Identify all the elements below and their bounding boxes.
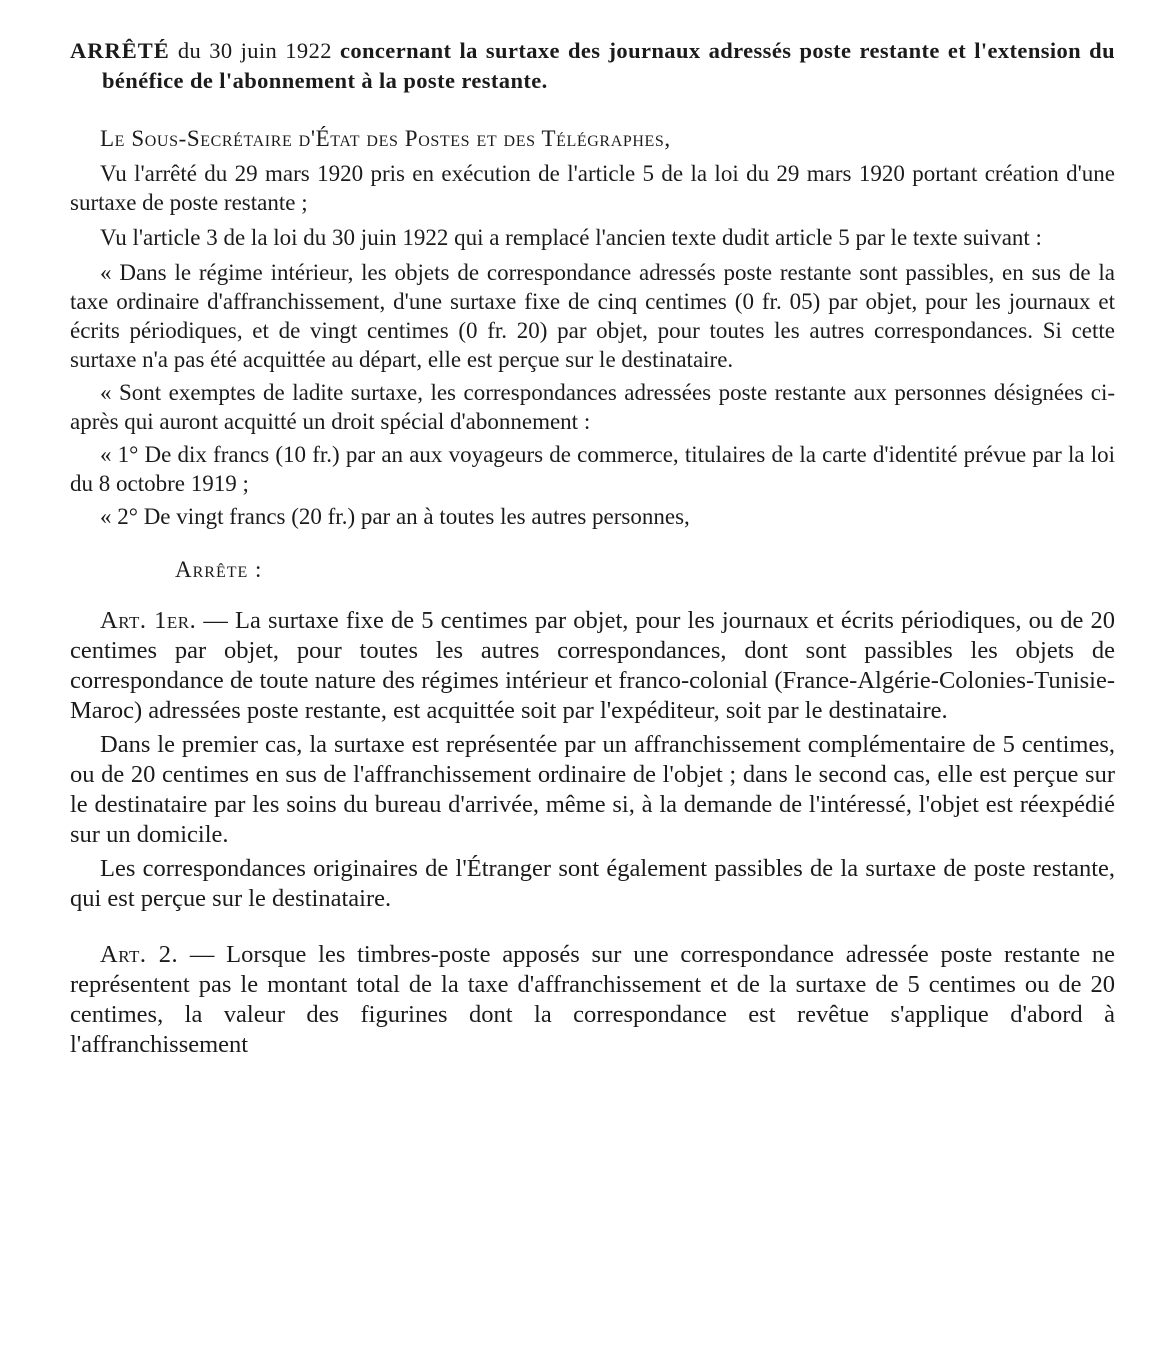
article-2-paragraph-1 [70,940,1115,1060]
title-date: du 30 juin 1922 [169,38,340,63]
quoted-paragraph-1: « Dans le régime intérieur, les objets de correspondance adressés poste restante sont passibles, en sus de la taxe ordinaire d'affranchissement, d'une surtaxe fixe de cinq centimes (0 fr. 05) par objet, pour les journaux et écrits périodiques, et de vingt centimes (0 fr. 20) par objet, pour toutes les autres correspondances. Si cette surtaxe n'a pas été acquittée au départ, elle est perçue sur le destinataire. [70,260,1115,372]
title-lead: ARRÊTÉ [70,38,170,63]
article-1-paragraph-2: Dans le premier cas, la surtaxe est représentée par un affranchissement complémentaire de 5 centimes, ou de 20 centimes en sus de l'affranchissement ordinaire de l'objet ; dans le second cas, elle est perçue sur le destinataire par les soins du bureau d'arrivée, même si, à la demande de l'intéressé, l'objet est réexpédié sur un domicile. [70,731,1115,848]
article-2-text: — Lorsque les timbres-poste apposés sur une correspondance adressée poste restante ne représentent pas le montant total de la taxe d'affranchissement et de la surtaxe de 5 centimes ou de 20 centimes, la valeur des figurines dont la correspondance est revêtue s'applique d'abord à l'affranchissement [70,941,1115,1058]
article-1-heading: Art. 1er. [100,607,197,634]
recital-1: Vu l'arrêté du 29 mars 1920 pris en exécution de l'article 5 de la loi du 29 mars 1920 portant création d'une surtaxe de poste restante ; [70,161,1115,215]
document-title [70,36,1115,96]
recital-2: Vu l'article 3 de la loi du 30 juin 1922 qui a remplacé l'ancien texte dudit article 5 par le texte suivant : [100,225,1042,250]
title-rest: concernant la surtaxe des journaux adressés poste restante et l'extension du bénéfice de l'abonnement à la poste restante. [102,38,1115,93]
article-2-heading: Art. 2. [100,941,179,968]
article-1-paragraph-3: Les correspondances originaires de l'Étranger sont également passibles de la surtaxe de poste restante, qui est perçue sur le destinataire. [70,855,1115,912]
quoted-paragraph-2: « Sont exemptes de ladite surtaxe, les correspondances adressées poste restante aux personnes désignées ci-après qui auront acquitté un droit spécial d'abonnement : [70,380,1115,434]
quoted-item-1: « 1° De dix francs (10 fr.) par an aux voyageurs de commerce, titulaires de la carte d'identité prévue par la loi du 8 octobre 1919 ; [70,442,1115,496]
article-1-paragraph-1 [70,606,1115,726]
arrete-heading: Arrête : [175,557,263,582]
article-1-text: — La surtaxe fixe de 5 centimes par objet, pour les journaux et écrits périodiques, ou de 20 centimes par objet, pour toutes les autres correspondances, dont sont passibles les objets de correspondance de toute nature des régimes intérieur et franco-colonial (France-Algérie-Colonies-Tunisie-Maroc) adressées poste restante, est acquittée soit par l'expéditeur, soit par le destinataire. [70,607,1115,724]
quoted-item-2: « 2° De vingt francs (20 fr.) par an à toutes les autres personnes, [100,504,690,529]
issuing-authority: Le Sous-Secrétaire d'État des Postes et des Télégraphes, [100,126,671,151]
